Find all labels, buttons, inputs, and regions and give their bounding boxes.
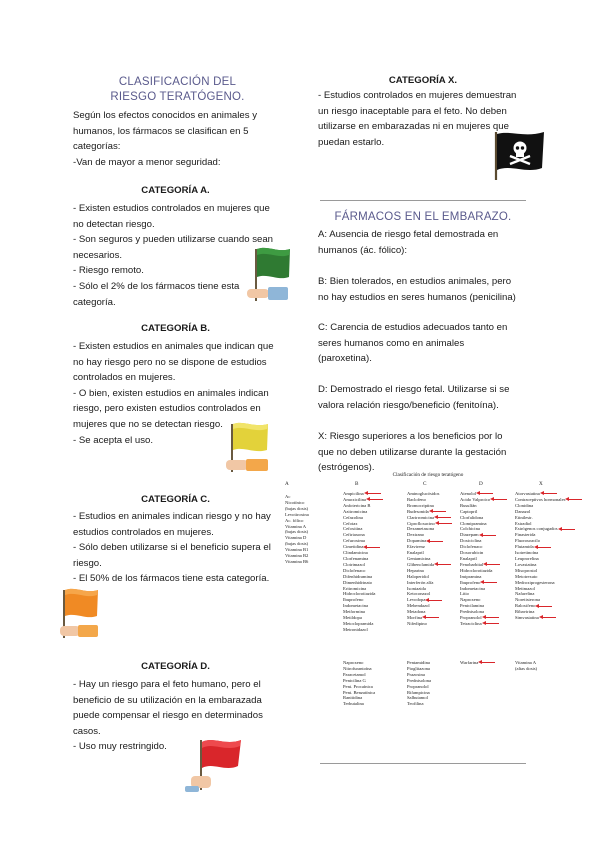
orange-flag-icon: [58, 586, 104, 644]
table-cell: Haloperidol: [407, 573, 429, 579]
table-cell: Heparina: [407, 567, 424, 573]
table-cell: Hidroclorotiazida: [343, 591, 376, 597]
table-cell: Ibuprofeno: [460, 580, 507, 586]
table-cell: Terbutalina: [343, 701, 364, 707]
table-cell: Simvastatina: [515, 615, 582, 621]
red-arrow-icon: [429, 541, 443, 542]
table-cell: Ranitidina: [343, 695, 363, 701]
table-cell: Medroxiprogesterona: [515, 579, 555, 585]
table-cell: Aminoglucósidos: [407, 491, 440, 496]
table-cell: (bajas dosis): [285, 529, 309, 535]
table-cell: Captopril: [460, 508, 478, 514]
table-cell: Amoxicilina: [343, 497, 383, 503]
table-cell: Efavirenz: [407, 544, 425, 550]
table-cell: Naproxeno: [343, 660, 364, 665]
table-cell: Vitamina A: [515, 660, 537, 665]
table-cell: Nicotínico: [285, 499, 305, 505]
cat-a-text: - Existen estudios controlados en mujeres que no detectan riesgo. - Son seguros y pueden utilizarse cuando sean necesarios. - Riesgo remoto. - Sólo el 2% de los fármacos tiene esta categoría.: [73, 203, 273, 308]
red-arrow-icon: [486, 564, 500, 565]
table-cell: Budesonida: [407, 509, 452, 515]
table-cell: Clindamicina: [343, 550, 368, 556]
table-cell: Bromocriptina: [407, 502, 434, 508]
table-cell: Doxorubicin: [460, 550, 484, 556]
table-cell: Peni. Benzatínica: [343, 689, 376, 695]
table-cell: Fluorouracilo: [515, 538, 541, 544]
table-cell: Isoniazida: [407, 585, 426, 591]
table-cell: Metformina: [343, 609, 365, 615]
table-cell: Metimazol: [515, 585, 535, 591]
red-arrow-icon: [479, 493, 493, 494]
table-cell: Prednisolona: [407, 677, 431, 683]
table-cell: Pioglitazona: [407, 665, 430, 671]
table-cell: Salbutamol: [407, 695, 428, 701]
red-arrow-icon: [482, 535, 496, 536]
farmacos-x: X: Riesgo superiores a los beneficios por lo que no deben utilizarse durante la gestación (estrógenos).: [318, 431, 507, 474]
cat-d-heading: CATEGORÍA D.: [141, 661, 210, 672]
table-title: Clasificación de riesgo teratógeno: [392, 472, 464, 478]
red-arrow-icon: [437, 564, 451, 565]
table-cell: Nifedipino: [407, 620, 427, 626]
cat-c-heading: CATEGORÍA C.: [141, 494, 210, 505]
table-cell: Cimetidina: [343, 544, 383, 550]
table-cell: Gentamicina: [407, 555, 431, 561]
table-cell: Tetraciclina: [460, 621, 507, 627]
table-cell: Vitamina A: [285, 523, 307, 529]
farmacos-title: FÁRMACOS EN EL EMBARAZO.: [334, 211, 512, 223]
table-cell: Isotretinoína: [515, 550, 539, 556]
table-cell: Metadona: [407, 609, 426, 615]
table-cell: Cefazolina: [343, 514, 363, 520]
table-cell: Clarirromicina: [407, 515, 452, 521]
intro-text: Según los efectos conocidos en animales y humanos, los fármacos se clasifican en 5 categorías: -Van de mayor a menor seguridad:: [73, 110, 257, 168]
table-cell: Clonidina: [515, 502, 534, 508]
table-cell: Diclofenaco: [460, 544, 483, 550]
table-cell: Atenolol: [460, 491, 507, 497]
red-arrow-icon: [432, 511, 446, 512]
table-cell: Vitamina B2: [285, 553, 309, 559]
table-col-c: [407, 491, 452, 627]
farmacos-c: C: Carencia de estudios adecuados tanto en seres humanos como en animales (paroxetina).: [318, 322, 508, 365]
table-cell: Finasterida: [515, 532, 536, 538]
table-cell: Naproxeno: [460, 597, 481, 603]
table-cell: Atorvastatina: [515, 491, 582, 497]
table-col-a: [285, 494, 309, 565]
table-cell: Morfina: [407, 615, 452, 621]
red-flag-icon: [183, 736, 245, 792]
table-cell: Indometacina: [343, 603, 368, 609]
table-cell: Estradiol: [515, 520, 532, 526]
red-arrow-icon: [366, 547, 380, 548]
table-cell: Penicilina G: [343, 677, 366, 683]
divider-bottom: [320, 763, 526, 764]
red-arrow-icon: [493, 499, 507, 500]
table-col-d: [460, 491, 507, 627]
table-cell: Ciprofloxacino: [407, 521, 452, 527]
farmacos-a: A: Ausencia de riesgo fetal demostrada en humanos (ác. fólico):: [318, 229, 499, 256]
cat-c-text: - Estudios en animales indican riesgo y no hay estudios controlados en mujeres. - Sólo deben utilizarse si el beneficio supera el riesgo. - El 50% de los fármacos tiene esta categoría.: [73, 511, 271, 585]
table-cell: Ceftriaxona: [343, 532, 365, 538]
yellow-flag-icon: [222, 418, 274, 478]
divider-top: [320, 200, 526, 201]
table-cell: Ac: [285, 494, 291, 499]
table-cell: Misoprostol: [515, 567, 538, 573]
table-cell: Clorfalidona: [460, 514, 484, 520]
table-cell: Hidroclorotiazida: [460, 567, 493, 573]
red-arrow-icon: [485, 617, 499, 618]
table-cell: Prazosina: [407, 671, 425, 677]
table-cell: (bajas dosis): [285, 505, 309, 511]
table-header-x: X: [539, 481, 543, 487]
red-arrow-icon: [538, 606, 552, 607]
clasificacion-title: CLASIFICACIÓN DEL RIESGO TERATÓGENO.: [110, 76, 245, 103]
table-cell: Metotrexato: [515, 573, 538, 579]
red-arrow-icon: [369, 499, 383, 500]
table-cell: Ampicilina: [343, 491, 383, 497]
red-arrow-icon: [367, 493, 381, 494]
teratogen-table: [283, 473, 573, 733]
table-cell: Propranolol: [407, 683, 429, 689]
table-col-x: [515, 491, 582, 621]
cat-a-heading: CATEGORÍA A.: [141, 185, 210, 196]
table-cell: Leuprorelina: [515, 555, 539, 561]
table-cell: (altas dosis): [515, 665, 538, 671]
table-cell: Diazepam: [460, 532, 507, 538]
cat-x-heading: CATEGORÍA X.: [388, 75, 458, 86]
cat-b-heading: CATEGORÍA B.: [141, 323, 210, 334]
table-cell: Metronidazol: [343, 626, 368, 632]
pirate-flag-icon: [490, 130, 548, 182]
table-cell: Penicilamina: [460, 603, 484, 609]
table-cell: Peni. Procaínica: [343, 683, 373, 689]
red-arrow-icon: [481, 662, 495, 663]
red-arrow-icon: [537, 547, 551, 548]
table-cell: Ibuprofeno: [343, 597, 364, 603]
table-cell: Lovastatina: [515, 561, 537, 567]
table-cell: Clorfenamina: [343, 555, 369, 561]
table-cell: Difenhidramina: [343, 573, 373, 579]
table-cell: Rifampicina: [407, 689, 430, 695]
table-cell: Nafarelina: [515, 591, 535, 597]
table-cell: Cefuroxima: [343, 538, 365, 544]
red-arrow-icon: [483, 582, 497, 583]
farmacos-d: D: Demostrado el riesgo fetal. Utilizarse si se valora relación riesgo/beneficio (fenitoína).: [318, 384, 510, 411]
table-cell: Dimenhidrinato: [343, 579, 373, 585]
red-arrow-icon: [542, 617, 556, 618]
cat-x-text: - Estudios controlados en mujeres demuestran un riesgo inaceptable para el feto. No deben utilizarse en embarazadas ni en mujeres que puedan estarlo.: [318, 90, 517, 148]
table-cell: Dextrano: [407, 532, 425, 538]
table-cell: Levodopa: [407, 597, 452, 603]
table-cell: Enalapril: [460, 555, 477, 561]
table-header-b: B: [355, 481, 359, 487]
table-cell: Colchicina: [460, 526, 480, 532]
table-cell: Etinilestr.: [515, 514, 533, 520]
cat-d-text: - Hay un riesgo para el feto humano, pero el beneficio de su utilización en la embarazada puede compensar el riesgo en determinados casos. - Uso muy restringido.: [73, 679, 263, 753]
table-cell: Metildopa: [343, 615, 362, 621]
red-arrow-icon: [543, 493, 557, 494]
cat-b-text: - Existen estudios en animales que indican que no hay riesgo pero no se dispone de estudios controlados en mujeres. - O bien, existen estudios en animales indican riesgo, pero existen estudios controlados en mujeres que no se detectan riesgo. - Se acepta el uso.: [73, 341, 274, 446]
table-cell: Vitamina D: [285, 535, 307, 541]
table-col-b: [343, 491, 383, 633]
table-cell: Busulfán: [460, 502, 477, 508]
table-cell: Ribavirina: [515, 609, 535, 615]
table-cell: Pentamidina: [407, 660, 430, 665]
table-cell: Paracetamol: [343, 671, 366, 677]
table-cell: Raloxifeno: [515, 603, 582, 609]
table-cell: Enalapril: [407, 550, 424, 556]
table-cell: Glibenclamida: [407, 562, 452, 568]
red-arrow-icon: [428, 600, 442, 601]
table-cell: Eritromicina: [343, 585, 367, 591]
red-arrow-icon: [437, 517, 451, 518]
table-cell: Baclofeno: [407, 496, 426, 502]
table-cell: Interferón alfa: [407, 579, 434, 585]
table-cell: Cefoxitina: [343, 526, 363, 532]
table-cell: Prednisolona: [460, 609, 484, 615]
table-cell: Imipramina: [460, 573, 482, 579]
table-header-a: A: [285, 481, 289, 487]
table-cell: Clotrimazol: [343, 561, 365, 567]
table-cell: Mebendazol: [407, 603, 430, 609]
table-cell: Anfotericina B: [343, 502, 371, 508]
table-cell: Vitamina B1: [285, 547, 309, 553]
table-cell: Metoclopramida: [343, 620, 374, 626]
table-cell: Dexametasona: [407, 526, 435, 532]
table-col-d2: [460, 660, 495, 666]
table-cell: Noretisterona: [515, 597, 541, 603]
table-header-c: C: [423, 481, 427, 487]
table-col-x2: [515, 660, 537, 672]
table-cell: Warfarina: [460, 660, 495, 666]
table-cell: Indometacina: [460, 585, 485, 591]
farmacos-b: B: Bien tolerados, en estudios animales, pero no hay estudios en seres humanos (penicilina): [318, 276, 516, 303]
table-cell: Cefotax: [343, 520, 358, 526]
table-cell: Azitromicina: [343, 508, 368, 514]
table-cell: Clomipramina: [460, 520, 487, 526]
table-cell: Fenobarbital: [460, 562, 507, 568]
table-cell: Levotiroxina: [285, 511, 309, 517]
table-cell: Estrógenos conjugados: [515, 526, 582, 532]
table-cell: (bajas dosis): [285, 541, 309, 547]
table-cell: Danazol: [515, 508, 531, 514]
table-cell: Contraceptivos hormonales: [515, 497, 582, 503]
table-cell: Ketoconazol: [407, 591, 431, 597]
table-cell: Doxiciclina: [460, 538, 482, 544]
table-cell: Nitrofurantoína: [343, 665, 372, 671]
table-col-c2: [407, 660, 431, 707]
table-cell: Flutamida: [515, 544, 582, 550]
red-arrow-icon: [568, 499, 582, 500]
table-cell: Diclofenaco: [343, 567, 366, 573]
table-header-d: D: [479, 481, 483, 487]
table-cell: Ac. fólico: [285, 517, 304, 523]
table-cell: Litio: [460, 591, 469, 597]
red-arrow-icon: [425, 617, 439, 618]
green-flag-icon: [244, 243, 296, 307]
red-arrow-icon: [438, 523, 452, 524]
table-cell: Propranolol: [460, 615, 507, 621]
red-arrow-icon: [485, 623, 499, 624]
table-cell: Acido Valproico: [460, 497, 507, 503]
table-cell: Teofilina: [407, 701, 424, 707]
table-col-b2: [343, 660, 375, 707]
red-arrow-icon: [561, 529, 575, 530]
table-cell: Dopamina: [407, 538, 452, 544]
table-cell: Vitamina B6: [285, 558, 309, 564]
